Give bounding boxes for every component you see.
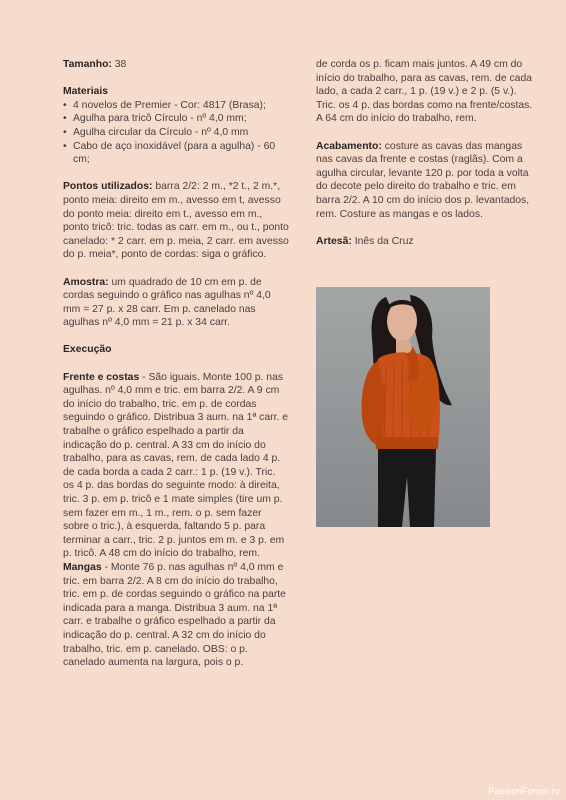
sleeves-text: - Monte 76 p. nas agulhas nº 4,0 mm e tric. em barra 2/2. A 8 cm do início do trabalho, tric. em p. de cordas seguindo o gráfico na parte indicada para a manga. Distribua 3 aum. na 1ª carr. e trabalhe o gráfico espelhado a partir da indicação do p. central. A 32 cm do início do trabalho, tric. em p. canelado. OBS: o p. canelado aumenta na largura, pois o p. [63,561,286,669]
size-value: 38 [111,59,127,70]
sleeves-label: Mangas [63,561,102,573]
model-illustration [316,287,490,527]
front-back-paragraph [63,371,289,670]
size-label: Tamanho: [63,59,112,70]
watermark: PassionForum.ru [488,786,560,796]
materials-item: • Agulha circular da Círculo - nº 4,0 mm [63,126,289,140]
front-back-label: Frente e costas [63,371,140,383]
gauge-paragraph [63,276,289,330]
right-column [316,58,534,262]
finishing-paragraph [316,140,534,222]
front-back-text: - São iguais. Monte 100 p. nas agulhas. nº 4,0 mm e tric. em barra 2/2. A 9 cm do início do trabalho, tric. em p. de cordas seguindo o gráfico. Distribua 3 aum. na 1ª carr. e trabalhe o gráfico espelhado a partir da indicação do p. central. A 33 cm do início do trabalho, para as cavas, rem. de cada lado 4 p. de cada borda a cada 2 carr.: 1 p. (19 v.). Tric. os 4 p. das bordas do seguinte modo: à direita, tric. 3 p. em p. tricô e 1 mate simples (tire um p. sem fazer em m., 1 m., rem. o p. sem fazer sobre o tric.), à esquerda, faltando 5 p. para terminar a carr., tric. 2 p. juntos em m. e 3 p. em p. tricô. A 48 cm do início do trabalho, rem. [63,371,289,560]
stitches-text: barra 2/2: 2 m., *2 t., 2 m.*, ponto meia: direito em m., avesso em t, avesso do ponto meia: direito em t., avesso em m., ponto tricô: tric. todas as carr. em m., ou t., ponto canelado: * 2 carr. em p. meia, 2 carr. em avesso do p. meia*, ponto de cordas: siga o gráfico. [63,181,289,261]
continuation-paragraph: de corda os p. ficam mais juntos. A 49 cm do início do trabalho, para as cavas, rem. de cada lado, a cada 2 carr., 1 p. (19 v.) e 2 p. (5 v.). Tric. os 4 p. das bordas como na frente/costas. A 64 cm do início do trabalho, rem. [316,59,533,125]
artisan-label: Artesã: [316,235,352,247]
materials-list [63,99,289,167]
stitches-paragraph [63,180,289,262]
materials-section [63,85,289,167]
materials-item: • 4 novelos de Premier - Cor: 4817 (Brasa); [63,99,289,113]
finishing-text: costure as cavas das mangas nas cavas da frente e costas (raglãs). Com a agulha circular, levante 120 p. por toda a volta do decote pelo direito do trabalho e tric. em barra 2/2. A 10 cm do início dos p. levantados, rem. Costure as mangas e os lados. [316,140,530,220]
finishing-label: Acabamento: [316,140,382,152]
execution-title: Execução [63,344,112,356]
artisan-name: Inês da Cruz [351,235,414,247]
model-photo [316,287,490,527]
stitches-label: Pontos utilizados: [63,181,153,193]
materials-item: • Cabo de aço inoxidável (para a agulha) - 60 cm; [63,140,289,167]
materials-item: • Agulha para tricô Círculo - nº 4,0 mm; [63,112,289,126]
materials-title: Materiais [63,86,109,98]
size-line [63,58,289,72]
artisan-line [316,235,534,249]
gauge-label: Amostra: [63,276,109,288]
gauge-text: um quadrado de 10 cm em p. de cordas seguindo o gráfico nas agulhas nº 4,0 mm = 27 p. x 28 carr. Em p. canelado nas agulhas nº 4,0 mm = 21 p. x 34 carr. [63,276,271,329]
left-column [63,58,289,683]
